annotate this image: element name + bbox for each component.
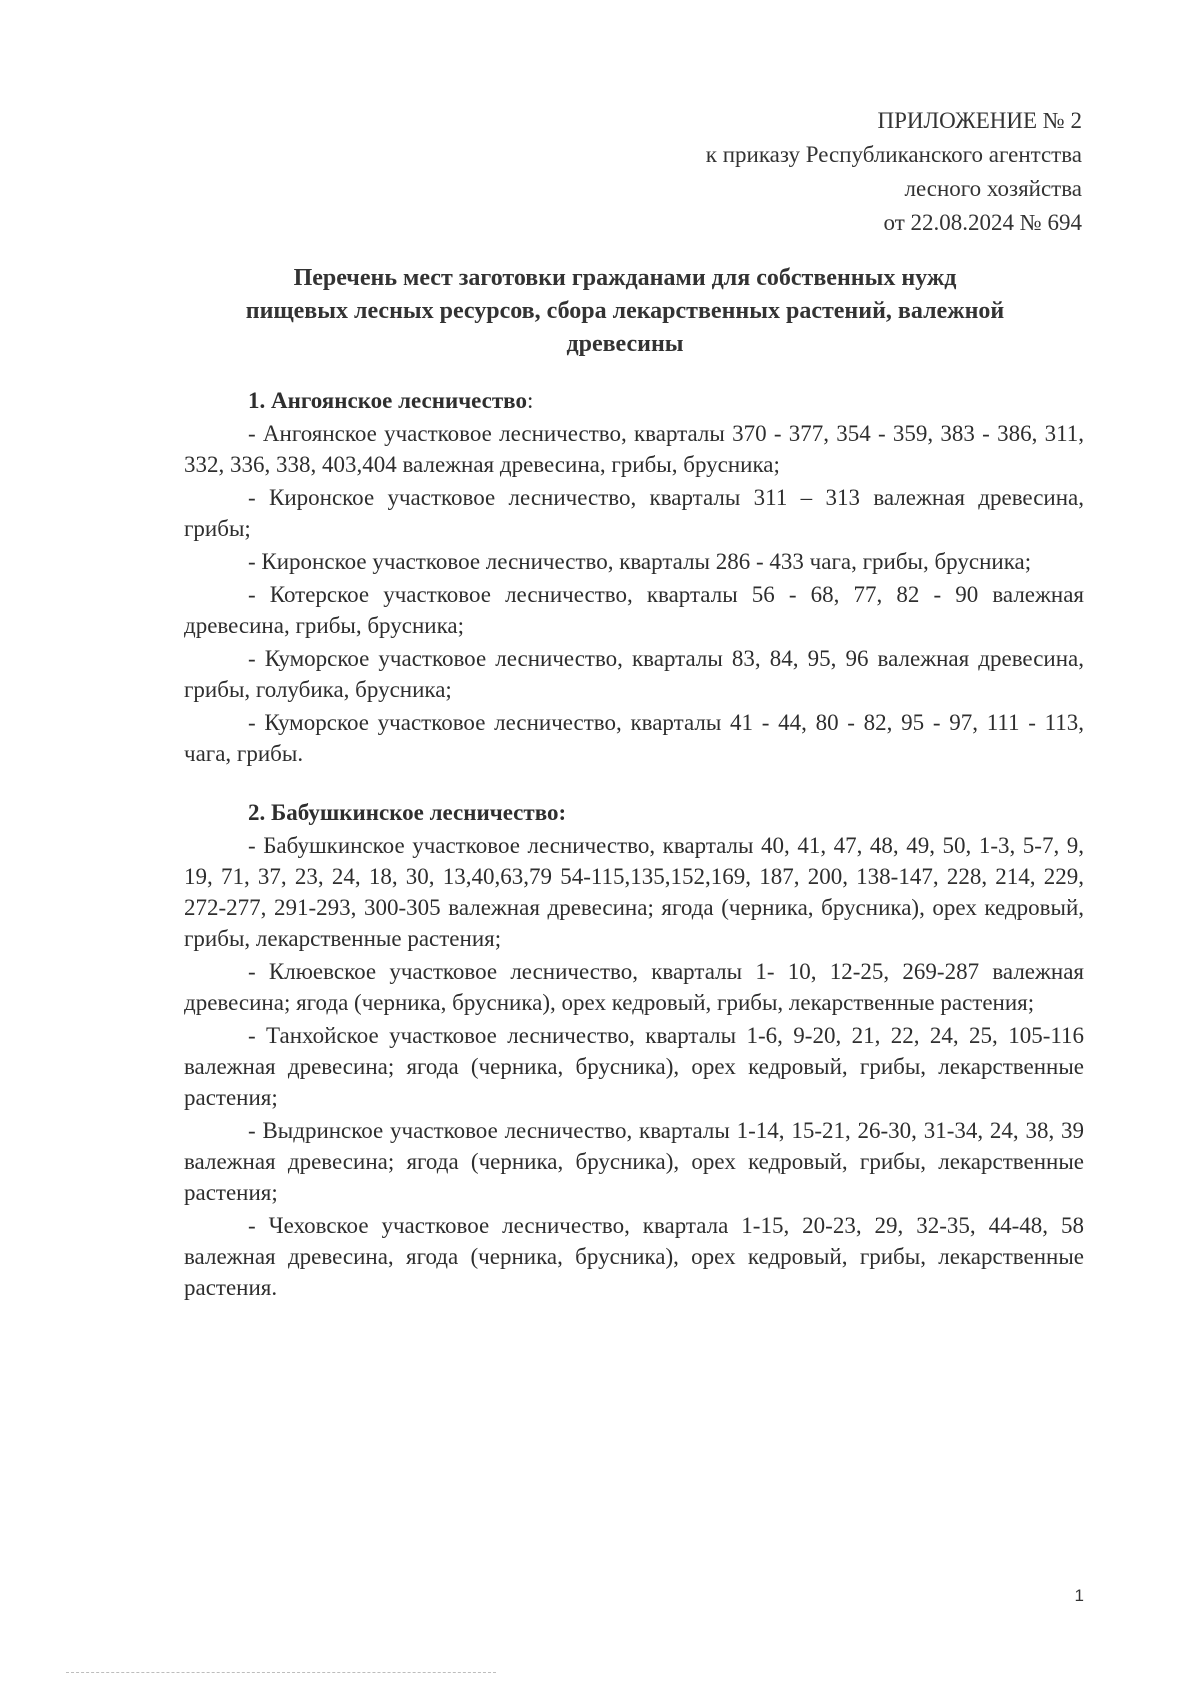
list-item: - Киронское участковое лесничество, кварталы 286 - 433 чага, грибы, брусника; [248,549,1032,574]
document-title [190,262,1060,361]
list-item: - Куморское участковое лесничество, кварталы 83, 84, 95, 96 валежная древесина, грибы, голубика, брусника; [184,646,1084,702]
scan-artifact-line [66,1672,496,1674]
section-heading [184,385,1084,416]
agency-name: лесного хозяйства [904,176,1082,201]
list-item: - Выдринское участковое лесничество, кварталы 1-14, 15-21, 26-30, 31-34, 24, 38, 39 валежная древесина; ягода (черника, брусника), орех кедровый, грибы, лекарственные растения; [184,1118,1084,1205]
order-reference: к приказу Республиканского агентства [705,142,1082,167]
section-name: Бабушкинское лесничество: [271,800,567,825]
list-item: - Бабушкинское участковое лесничество, кварталы 40, 41, 47, 48, 49, 50, 1-3, 5-7, 9, 19, 71, 37, 23, 24, 18, 30, 13,40,63,79 54-115,135,152,169, 187, 200, 138-147, 228, 214, 229, 272-277, 291-293, 300-305 валежная древесина; ягода (черника, брусника), орех кедровый, грибы, лекарственные растения; [184,833,1084,951]
list-item: - Танхойское участковое лесничество, кварталы 1-6, 9-20, 21, 22, 24, 25, 105-116 валежная древесина; ягода (черника, брусника), орех кедровый, грибы, лекарственные растения; [184,1023,1084,1110]
section-babushkinskoe [184,797,1084,1303]
list-item: - Киронское участковое лесничество, кварталы 311 – 313 валежная древесина, грибы; [184,485,1084,541]
section-heading [184,797,1084,828]
appendix-number: ПРИЛОЖЕНИЕ № 2 [877,108,1082,133]
list-item: - Клюевское участковое лесничество, кварталы 1- 10, 12-25, 269-287 валежная древесина; ягода (черника, брусника), орех кедровый, грибы, лекарственные растения; [184,959,1084,1015]
order-date: от 22.08.2024 № 694 [883,210,1082,235]
page-number: 1 [1074,1586,1084,1605]
list-item: - Котерское участковое лесничество, кварталы 56 - 68, 77, 82 - 90 валежная древесина, грибы, брусника; [184,582,1084,638]
list-item: - Ангоянское участковое лесничество, кварталы 370 - 377, 354 - 359, 383 - 386, 311, 332, 336, 338, 403,404 валежная древесина, грибы, брусника; [184,421,1084,477]
document-body [184,385,1084,1305]
section-suffix: : [526,388,534,413]
section-number: 2. [248,800,266,825]
list-item: - Куморское участковое лесничество, кварталы 41 - 44, 80 - 82, 95 - 97, 111 - 113, чага, грибы. [184,710,1084,766]
list-item: - Чеховское участковое лесничество, квартала 1-15, 20-23, 29, 32-35, 44-48, 58 валежная древесина, ягода (черника, брусника), орех кедровый, грибы, лекарственные растения. [184,1213,1084,1300]
title-line-1: Перечень мест заготовки гражданами для собственных нужд [293,265,957,291]
appendix-header [706,104,1082,240]
section-angoyanskoe [184,385,1084,769]
title-line-2: пищевых лесных ресурсов, сбора лекарственных растений, валежной [245,298,1005,324]
section-number: 1. [248,388,266,413]
section-name: Ангоянское лесничество [271,388,527,413]
title-line-3: древесины [566,331,684,357]
